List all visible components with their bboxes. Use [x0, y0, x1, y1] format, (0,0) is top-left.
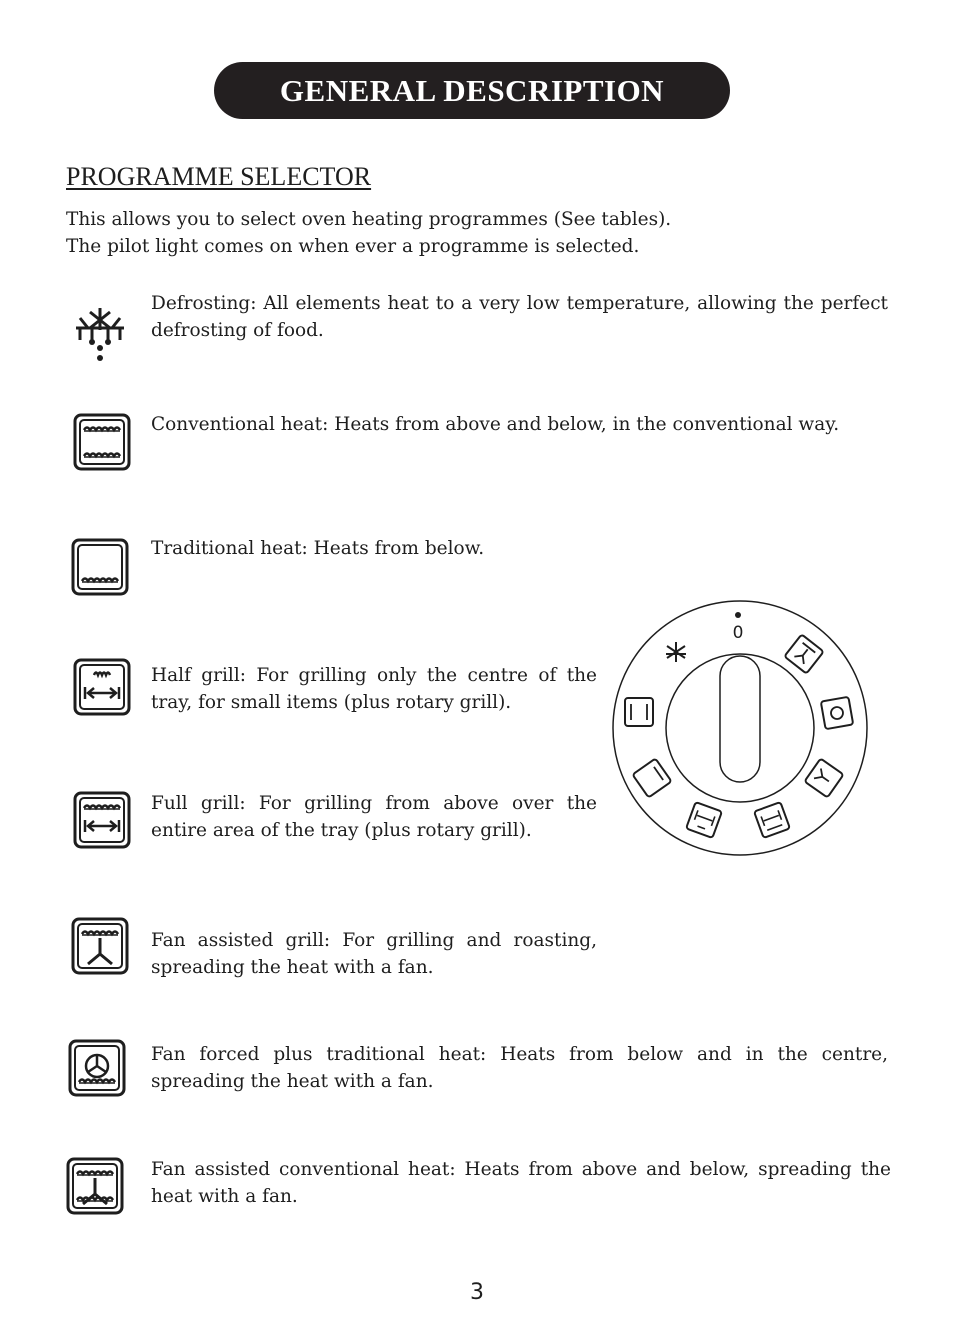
programme-traditional-text: Traditional heat: Heats from below.	[151, 538, 485, 559]
defrost-icon	[68, 298, 132, 362]
programme-defrost-text: Defrosting: All elements heat to a very low temperature, allowing the perfect defrosting of food.	[151, 293, 888, 341]
dial-defrost-icon	[666, 642, 686, 662]
dial-full-grill-icon	[754, 802, 790, 838]
programme-selector-dial[interactable]	[608, 600, 872, 860]
fan-forced-traditional-icon	[65, 1036, 129, 1100]
title-banner	[214, 62, 730, 119]
page-number: 3	[470, 1280, 484, 1305]
dial-half-grill-icon	[686, 802, 722, 838]
conventional-heat-icon	[70, 410, 134, 474]
fan-assisted-conventional-icon	[63, 1154, 127, 1218]
programme-conventional-text: Conventional heat: Heats from above and below, in the conventional way.	[151, 414, 840, 435]
intro-line: The pilot light comes on when ever a programme is selected.	[66, 236, 640, 257]
dial-fan-assisted-conventional-icon	[805, 759, 844, 798]
programme-half-grill-text: Half grill: For grilling only the centre of the tray, for small items (plus rotary grill).	[151, 665, 597, 713]
dial-conventional-heat-icon	[625, 698, 653, 726]
programme-fan-assisted-conventional-text: Fan assisted conventional heat: Heats from above and below, spreading the heat with a fan.	[151, 1159, 891, 1207]
dial-zero-label: 0	[732, 623, 744, 643]
dial-traditional-heat-icon	[633, 759, 672, 798]
half-grill-icon	[70, 655, 134, 719]
programme-full-grill-text: Full grill: For grilling from above over the entire area of the tray (plus rotary grill).	[151, 793, 597, 841]
programme-fan-forced-traditional-text: Fan forced plus traditional heat: Heats from below and in the centre, spreading the heat with a fan.	[151, 1044, 888, 1092]
dial-knob-handle[interactable]	[720, 656, 760, 782]
programme-fan-assisted-grill-text: Fan assisted grill: For grilling and roasting, spreading the heat with a fan.	[151, 930, 597, 978]
section-heading: PROGRAMME SELECTOR	[66, 162, 372, 191]
intro-text	[66, 206, 671, 260]
full-grill-icon	[70, 788, 134, 852]
intro-line: This allows you to select oven heating programmes (See tables).	[66, 209, 672, 230]
traditional-heat-icon	[68, 535, 132, 599]
fan-assisted-grill-icon	[68, 914, 132, 978]
dial-fan-assisted-grill-icon	[784, 634, 823, 673]
pilot-light-dot	[735, 612, 741, 618]
dial-fan-forced-traditional-icon	[821, 697, 853, 729]
page-title: GENERAL DESCRIPTION	[279, 72, 665, 108]
